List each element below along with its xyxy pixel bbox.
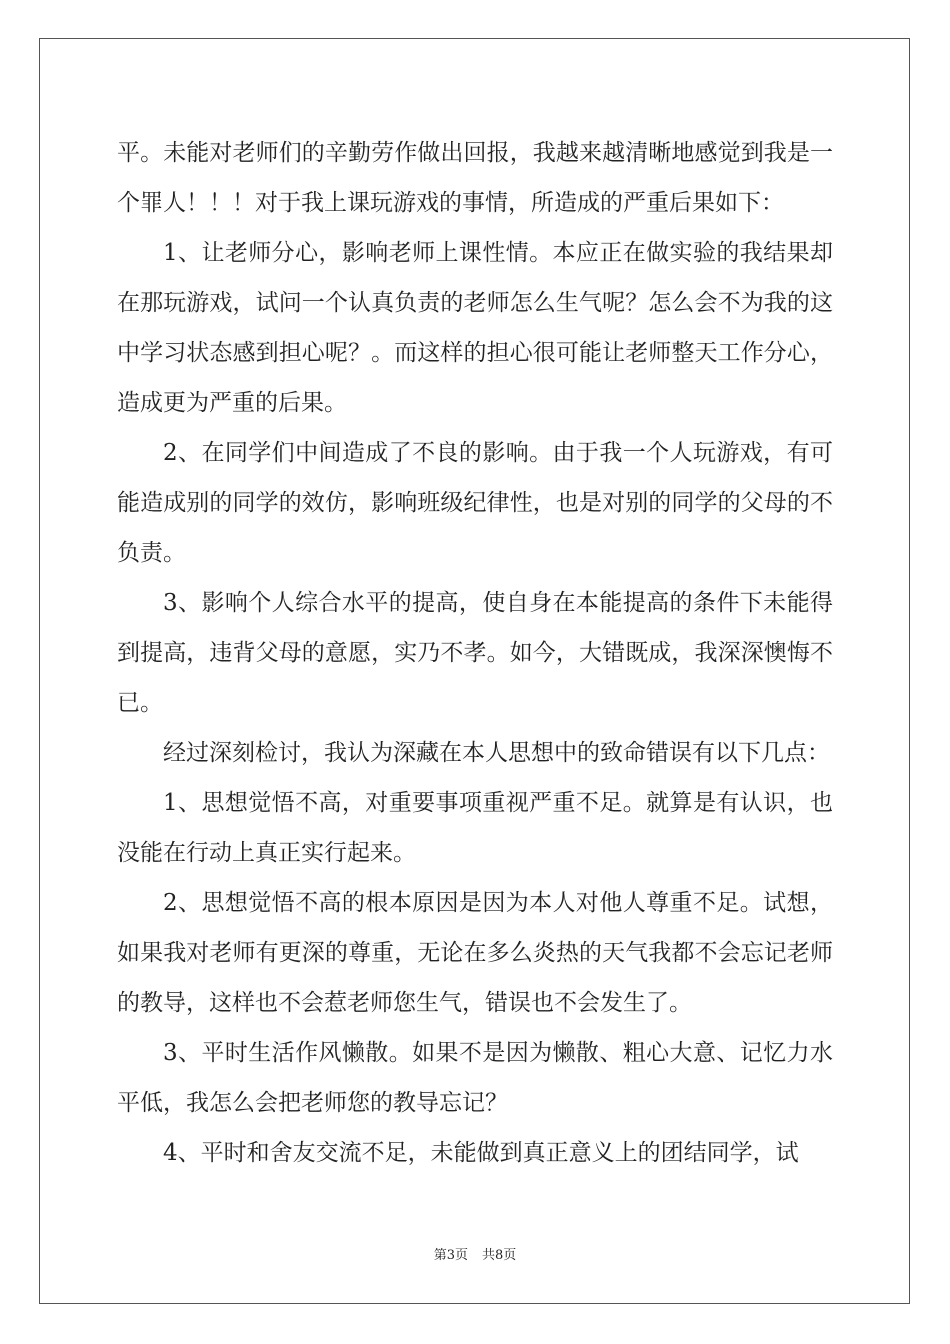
paragraph-1: 平。未能对老师们的辛勤劳作做出回报，我越来越清晰地感觉到我是一个罪人！！！对于我上课玩游戏的事情，所造成的严重后果如下： (117, 140, 833, 216)
paragraph-4: 3、影响个人综合水平的提高，使自身在本能提高的条件下未能得到提高，违背父母的意愿，实乃不孝。如今，大错既成，我深深懊悔不已。 (117, 590, 833, 716)
page-footer (0, 1244, 950, 1263)
page-number: 第3页 (433, 1248, 468, 1263)
page-total: 共8页 (482, 1248, 517, 1263)
paragraph-3: 2、在同学们中间造成了不良的影响。由于我一个人玩游戏，有可能造成别的同学的效仿，影响班级纪律性，也是对别的同学的父母的不负责。 (117, 440, 833, 566)
document-body (117, 128, 833, 1178)
paragraph-6: 1、思想觉悟不高，对重要事项重视严重不足。就算是有认识，也没能在行动上真正实行起来。 (117, 790, 833, 866)
paragraph-9: 4、平时和舍友交流不足，未能做到真正意义上的团结同学，试 (163, 1140, 799, 1166)
paragraph-7: 2、思想觉悟不高的根本原因是因为本人对他人尊重不足。试想，如果我对老师有更深的尊重，无论在多么炎热的天气我都不会忘记老师的教导，这样也不会惹老师您生气，错误也不会发生了。 (117, 890, 833, 1016)
paragraph-2: 1、让老师分心，影响老师上课性情。本应正在做实验的我结果却在那玩游戏，试问一个认真负责的老师怎么生气呢？怎么会不为我的这中学习状态感到担心呢？。而这样的担心很可能让老师整天工作分心，造成更为严重的后果。 (117, 240, 833, 416)
paragraph-8: 3、平时生活作风懒散。如果不是因为懒散、粗心大意、记忆力水平低，我怎么会把老师您的教导忘记？ (117, 1040, 833, 1116)
paragraph-5: 经过深刻检讨，我认为深藏在本人思想中的致命错误有以下几点： (163, 740, 830, 766)
